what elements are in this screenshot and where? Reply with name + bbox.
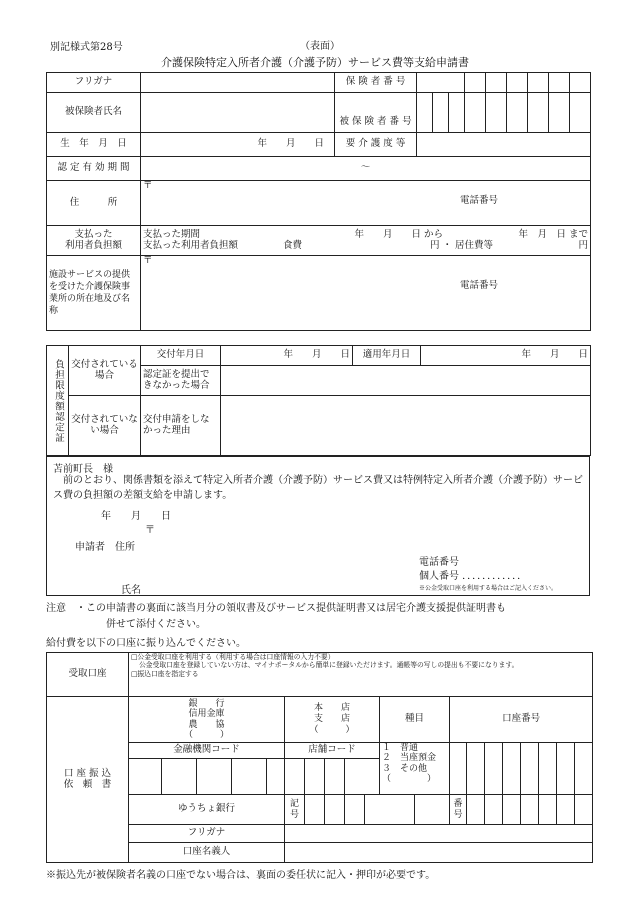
- not-issued-label: 交付されていない場合: [69, 396, 141, 456]
- kigo-cell[interactable]: [345, 795, 365, 825]
- address-field[interactable]: [141, 181, 591, 226]
- holder-furigana-label: フリガナ: [129, 825, 285, 843]
- limit-cert-vertical-label: 負担限度額認定証: [47, 346, 69, 456]
- no-apply-reason-label: 交付申請をしなかった理由: [141, 396, 221, 456]
- account-number-cell[interactable]: [521, 743, 539, 795]
- valid-period-field[interactable]: ～: [141, 157, 591, 181]
- yen-and-residence[interactable]: 円 ・ 居住費等: [429, 239, 493, 251]
- form-side: （表面）: [300, 41, 340, 52]
- insurer-num-cell[interactable]: [570, 73, 591, 93]
- account-kind-options[interactable]: １ 普通 ２ 当座預金 ３ その他 （ ）: [380, 743, 450, 795]
- insurer-num-cell[interactable]: [465, 73, 486, 93]
- account-number-cell[interactable]: [485, 743, 503, 795]
- bango-cell[interactable]: [521, 795, 539, 825]
- account-number-cell[interactable]: [450, 743, 467, 795]
- declaration-date[interactable]: 年 月 日: [101, 511, 171, 522]
- form-title: 介護保険特定入所者介護（介護予防）サービス費等支給申請書: [161, 56, 469, 69]
- bango-cell[interactable]: [503, 795, 521, 825]
- insured-name-field[interactable]: [141, 93, 335, 133]
- insured-num-cell[interactable]: [507, 93, 528, 133]
- declaration-phone-label: 電話番号: [419, 557, 459, 568]
- bango-cell[interactable]: [575, 795, 593, 825]
- care-level-label: 要 介 護 度 等: [335, 133, 417, 157]
- insurer-num-cell[interactable]: [486, 73, 507, 93]
- institution-code-cell[interactable]: [267, 759, 285, 795]
- account-holder-label: 口座名義人: [129, 843, 285, 863]
- bango-cell[interactable]: [539, 795, 557, 825]
- holder-furigana-field[interactable]: [285, 825, 593, 843]
- paid-label-1: 支払った: [74, 228, 113, 240]
- institution-code-label: 金融機関コード: [129, 743, 285, 759]
- account-number-cell[interactable]: [539, 743, 557, 795]
- specify-account-option[interactable]: □振込口座を指定する: [131, 669, 199, 678]
- valid-period-label: 認 定 有 効 期 間: [47, 157, 141, 181]
- kigo-cell[interactable]: [325, 795, 345, 825]
- issued-label: 交付されている場合: [69, 346, 141, 396]
- branch-type-field[interactable]: 本 店 支 店 （ ）: [285, 697, 380, 743]
- institution-code-cell[interactable]: [129, 759, 162, 795]
- applicant-name-label: 氏名: [121, 585, 141, 596]
- public-account-note: ※公金受取口座を利用する場合はご記入ください。: [419, 585, 558, 592]
- applicant-table: [46, 72, 591, 331]
- insured-num-cell[interactable]: [528, 93, 549, 133]
- public-account-note: 公金受取口座を登録していない方は、マイナポータルから簡単に登録いただけます。通帳等の写しの提出も不要になります。: [139, 661, 519, 670]
- addressee: 苫前町長 様: [53, 464, 113, 475]
- insurer-num-cell[interactable]: [528, 73, 549, 93]
- insured-person-num-label: 被 保 険 者 番 号: [335, 93, 417, 133]
- yucho-bank-label: ゆうちょ銀行: [129, 795, 285, 825]
- paid-amount-label: [47, 226, 141, 256]
- account-number-cell[interactable]: [467, 743, 485, 795]
- paid-amount-sublabel: 支払った利用者負担額: [143, 239, 239, 251]
- paid-label-2: 利用者負担額: [64, 239, 122, 251]
- limit-cert-table: [46, 345, 591, 456]
- branch-code-label: 店舗コード: [285, 743, 380, 759]
- branch-code-cell[interactable]: [305, 759, 325, 795]
- caution-line-1: 注意 ・この申請書の裏面に該当月分の領収書及びサービス提供証明書又は居宅介護支援提供証明書も: [46, 603, 506, 614]
- apply-date-label: 適用年月日: [353, 346, 421, 366]
- insurer-num-cell[interactable]: [507, 73, 528, 93]
- account-number-cell[interactable]: [575, 743, 593, 795]
- insured-num-cell[interactable]: [549, 93, 570, 133]
- account-number-cell[interactable]: [503, 743, 521, 795]
- no-submit-reason-field[interactable]: [221, 366, 591, 396]
- facility-label: 施設サービスの提供を受けた介護保険事業所の所在地及び名称: [47, 256, 141, 331]
- receive-account-options[interactable]: [129, 653, 593, 697]
- kigo-cell[interactable]: [365, 795, 415, 825]
- applicant-address-label: 申請者 住所: [75, 542, 135, 553]
- public-account-option[interactable]: □公金受取口座を利用する（利用する場合は口座情報の入力不要）: [131, 653, 335, 661]
- bank-type-field[interactable]: 銀 行 信用金庫 農 協 （ ）: [129, 697, 285, 743]
- bango-cell[interactable]: [467, 795, 485, 825]
- footer-note: ※振込先が被保険者名義の口座でない場合は、裏面の委任状に記入・押印が必要です。: [46, 870, 436, 881]
- insurer-num-label: 保 険 者 番 号: [335, 73, 417, 93]
- kigo-label: 記号: [285, 795, 305, 825]
- address-phone-label: 電話番号: [460, 194, 499, 206]
- issue-date-label: 交付年月日: [141, 346, 221, 366]
- postal-mark: 〒: [143, 180, 153, 191]
- kigo-cell[interactable]: [415, 795, 450, 825]
- facility-postal-mark: 〒: [143, 255, 153, 266]
- insured-name-label: 被保険者氏名: [47, 93, 141, 133]
- paid-details: [141, 226, 591, 256]
- insurer-num-cell[interactable]: [417, 73, 465, 93]
- institution-code-cell[interactable]: [162, 759, 197, 795]
- personal-number-label[interactable]: 個人番号 ．．．．．．．．．．．．: [419, 571, 528, 582]
- account-holder-field[interactable]: [285, 843, 593, 863]
- yen-label[interactable]: 円: [578, 239, 589, 251]
- declaration-text: 前のとおり、関係書類を添えて特定入所者介護（介護予防）サービス費又は特例特定入所者介護（介護予防）サービス費の負担額の差額支給を申請します。: [53, 475, 583, 501]
- caution-line-2: 併せて添付ください。: [106, 619, 206, 630]
- bango-label: 番号: [450, 795, 467, 825]
- no-submit-reason-label: 認定証を提出できなかった場合: [141, 366, 221, 396]
- insured-num-cell[interactable]: [570, 93, 591, 133]
- care-level-field[interactable]: [417, 133, 591, 157]
- food-label: 食費: [283, 239, 303, 251]
- facility-phone-label: 電話番号: [460, 279, 499, 291]
- branch-code-cell[interactable]: [325, 759, 345, 795]
- insured-num-cell[interactable]: [449, 93, 465, 133]
- institution-code-cell[interactable]: [232, 759, 267, 795]
- insured-num-cell[interactable]: [486, 93, 507, 133]
- insured-num-cell[interactable]: [417, 93, 433, 133]
- insured-num-cell[interactable]: [465, 93, 486, 133]
- declaration-postal-mark: 〒: [145, 525, 155, 536]
- birth-label: 生 年 月 日: [47, 133, 141, 157]
- paid-period-label: 支払った期間: [143, 228, 201, 240]
- bango-cell[interactable]: [557, 795, 575, 825]
- address-label: 住 所: [47, 181, 141, 226]
- transfer-request-label: 口 座 振 込 依 頼 書: [47, 697, 129, 863]
- account-number-cell[interactable]: [557, 743, 575, 795]
- declaration-box: [46, 456, 590, 596]
- account-number-label: 口座番号: [450, 697, 593, 743]
- branch-code-cell[interactable]: [285, 759, 305, 795]
- apply-date-field[interactable]: 年 月 日: [421, 346, 591, 366]
- paid-period-to[interactable]: 年 月 日 まで: [518, 228, 589, 240]
- branch-code-cell[interactable]: [345, 759, 380, 795]
- birth-field[interactable]: 年 月 日: [141, 133, 335, 157]
- institution-code-cell[interactable]: [197, 759, 232, 795]
- receive-account-label: 受取口座: [47, 653, 129, 697]
- paid-period-from[interactable]: 年 月 日 から: [354, 228, 443, 240]
- insurer-num-cell[interactable]: [549, 73, 570, 93]
- issue-date-field[interactable]: 年 月 日: [221, 346, 353, 366]
- kigo-cell[interactable]: [305, 795, 325, 825]
- facility-field[interactable]: [141, 256, 591, 331]
- account-kind-label: 種目: [380, 697, 450, 743]
- furigana-field[interactable]: [141, 73, 335, 93]
- insured-num-cell[interactable]: [433, 93, 449, 133]
- transfer-note: 給付費を以下の口座に振り込んでください。: [46, 638, 246, 649]
- bango-cell[interactable]: [485, 795, 503, 825]
- furigana-label: フリガナ: [47, 73, 141, 93]
- bank-table: [46, 652, 593, 863]
- form-number: 別記様式第28号: [50, 42, 123, 53]
- no-apply-reason-field[interactable]: [221, 396, 591, 456]
